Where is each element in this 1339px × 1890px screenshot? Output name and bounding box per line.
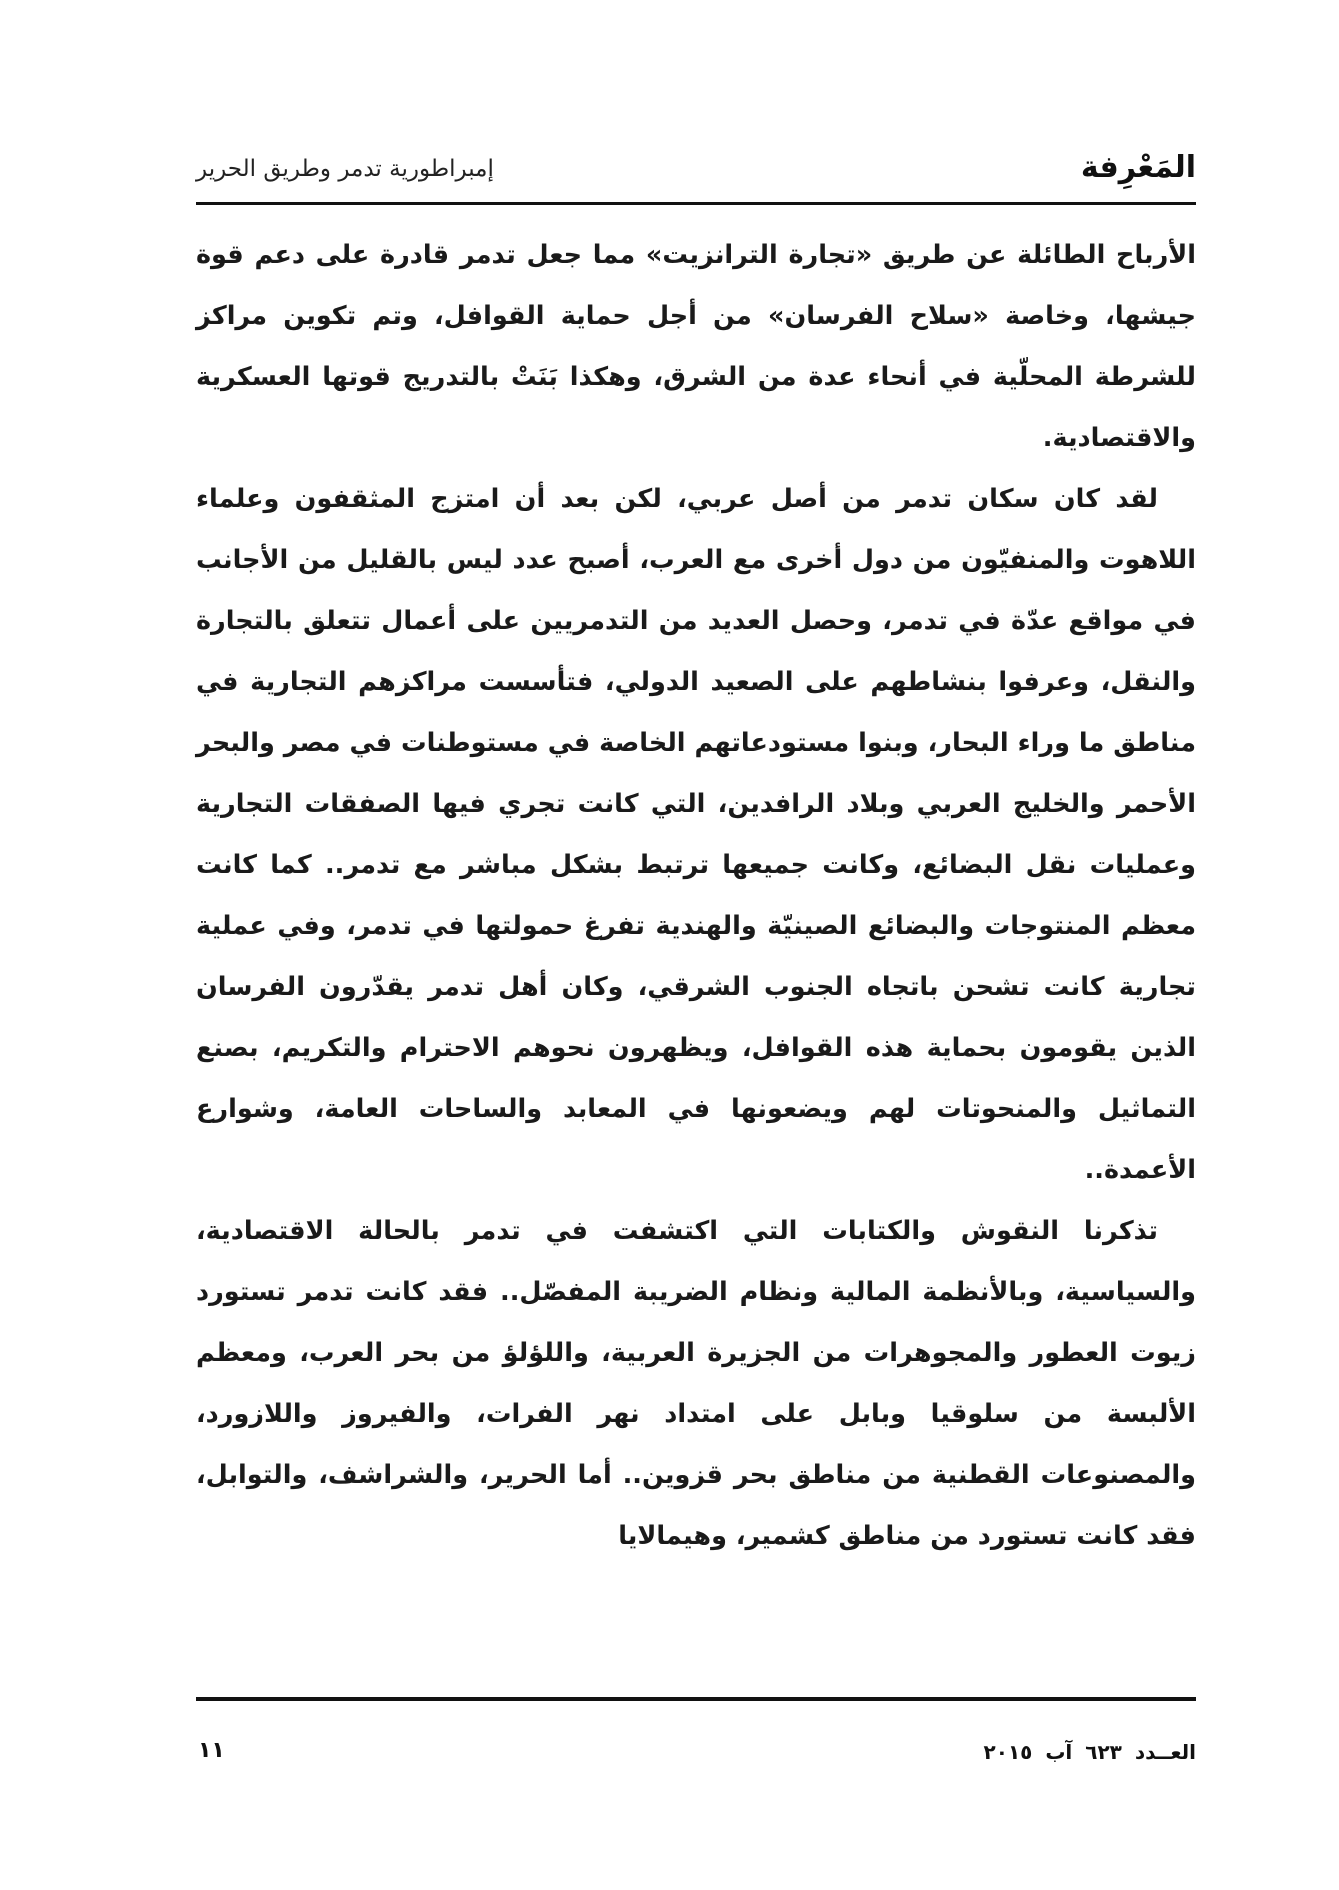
magazine-logo: المَعْرِفة: [1080, 150, 1196, 185]
article-body: [196, 225, 1196, 1567]
header-title: إمبراطورية تدمر وطريق الحرير: [196, 156, 494, 182]
page-number: ١١: [198, 1738, 225, 1763]
issue-info: العــدد ٦٢٣ آب ٢٠١٥: [983, 1740, 1196, 1764]
header-divider: [196, 202, 1196, 205]
paragraph-1: الأرباح الطائلة عن طريق «تجارة الترانزيت» مما جعل تدمر قادرة على دعم قوة جيشها، وخاصة «سلاح الفرسان» من أجل حماية القوافل، وتم تكوين مراكز للشرطة المحلّية في أنحاء عدة من الشرق، وهكذا بَنَتْ بالتدريج قوتها العسكرية والاقتصادية.: [196, 240, 1196, 453]
footer-divider: [196, 1697, 1196, 1701]
paragraph-2: لقد كان سكان تدمر من أصل عربي، لكن بعد أن امتزج المثقفون وعلماء اللاهوت والمنفيّون من دول أخرى مع العرب، أصبح عدد ليس بالقليل من الأجانب في مواقع عدّة في تدمر، وحصل العديد من التدمريين على أعمال تتعلق بالتجارة والنقل، وعرفوا بنشاطهم على الصعيد الدولي، فتأسست مراكزهم التجارية في مناطق ما وراء البحار، وبنوا مستودعاتهم الخاصة في مستوطنات في مصر والبحر الأحمر والخليج العربي وبلاد الرافدين، التي كانت تجري فيها الصفقات التجارية وعمليات نقل البضائع، وكانت جميعها ترتبط بشكل مباشر مع تدمر.. كما كانت معظم المنتوجات والبضائع الصينيّة والهندية تفرغ حمولتها في تدمر، وفي عملية تجارية كانت تشحن باتجاه الجنوب الشرقي، وكان أهل تدمر يقدّرون الفرسان الذين يقومون بحماية هذه القوافل، ويظهرون نحوهم الاحترام والتكريم، بصنع التماثيل والمنحوتات لهم ويضعونها في المعابد والساحات العامة، وشوارع الأعمدة..: [196, 484, 1196, 1185]
paragraph-3: تذكرنا النقوش والكتابات التي اكتشفت في تدمر بالحالة الاقتصادية، والسياسية، وبالأنظمة المالية ونظام الضريبة المفصّل.. فقد كانت تدمر تستورد زيوت العطور والمجوهرات من الجزيرة العربية، واللؤلؤ من بحر العرب، ومعظم الألبسة من سلوقيا وبابل على امتداد نهر الفرات، والفيروز واللازورد، والمصنوعات القطنية من مناطق بحر قزوين.. أما الحرير، والشراشف، والتوابل، فقد كانت تستورد من مناطق كشمير، وهيمالايا: [196, 1216, 1196, 1551]
running-header: [196, 150, 1196, 190]
